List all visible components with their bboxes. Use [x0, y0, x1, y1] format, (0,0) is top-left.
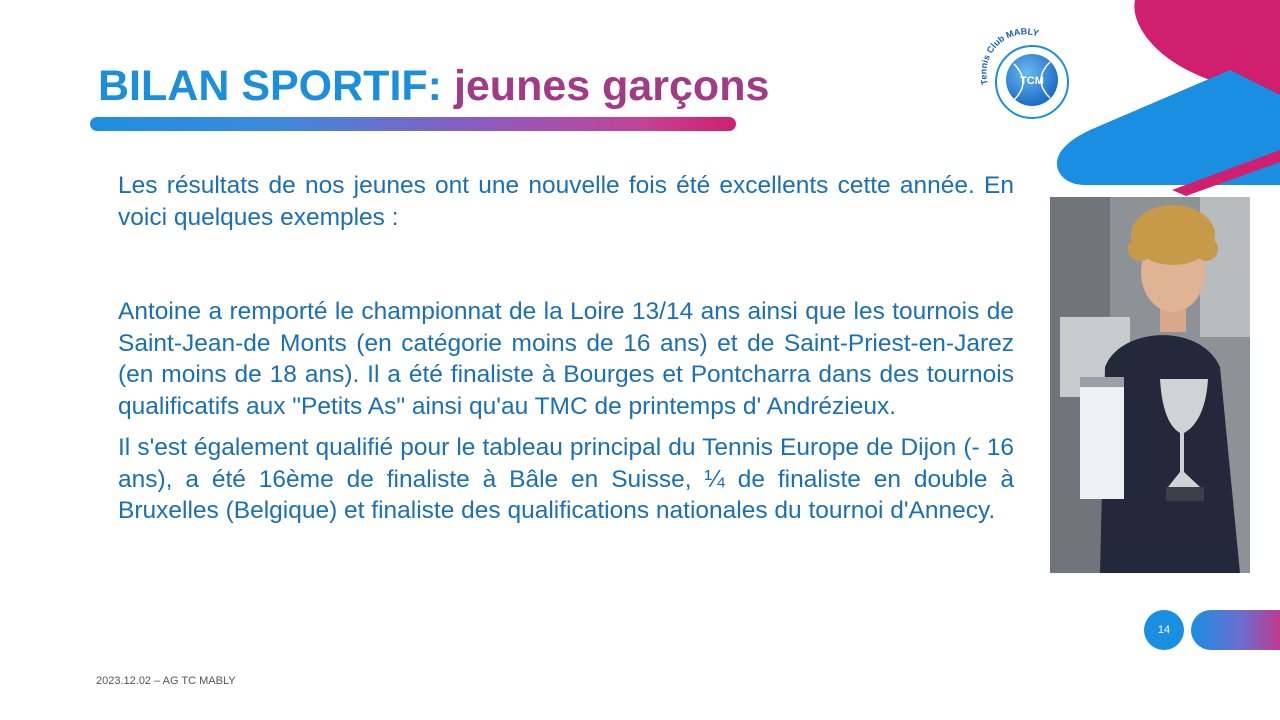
page-title [98, 62, 769, 111]
player-photo [1050, 197, 1250, 573]
club-logo [970, 22, 1080, 132]
footer-text: 2023.12.02 – AG TC MABLY [96, 675, 236, 687]
body-text [118, 170, 1014, 527]
page-number-bar [1191, 610, 1280, 650]
paragraph-antoine-qualifications: Il s'est également qualifié pour le tableau principal du Tennis Europe de Dijon (- 16 ans), a été 16ème de finaliste à Bâle en Suisse, ¼ de finaliste en double à Bruxelles (Belgique) et finaliste des qualifications nationales du tournoi d'Annecy. [118, 434, 1014, 524]
title-part-1: BILAN SPORTIF: [98, 62, 442, 110]
logo-arc-text: Tennis Club MABLY [978, 26, 1040, 86]
title-part-2: jeunes garçons [453, 62, 770, 110]
title-underline [90, 117, 736, 131]
paragraph-intro: Les résultats de nos jeunes ont une nouvelle fois été excellents cette année. En voici quelques exemples : [118, 172, 1014, 231]
page-number-badge: 14 [1144, 610, 1184, 650]
logo-ball-text: TCM [1020, 75, 1044, 87]
paragraph-antoine-results: Antoine a remporté le championnat de la Loire 13/14 ans ainsi que les tournois de Saint-Jean-de Monts (en catégorie moins de 16 ans) et de Saint-Priest-en-Jarez (en moins de 18 ans). Il a été finaliste à Bourges et Pontcharra dans des tournois qualificatifs aux "Petits As" ainsi qu'au TMC de printemps d' Andrézieux. [118, 298, 1014, 420]
